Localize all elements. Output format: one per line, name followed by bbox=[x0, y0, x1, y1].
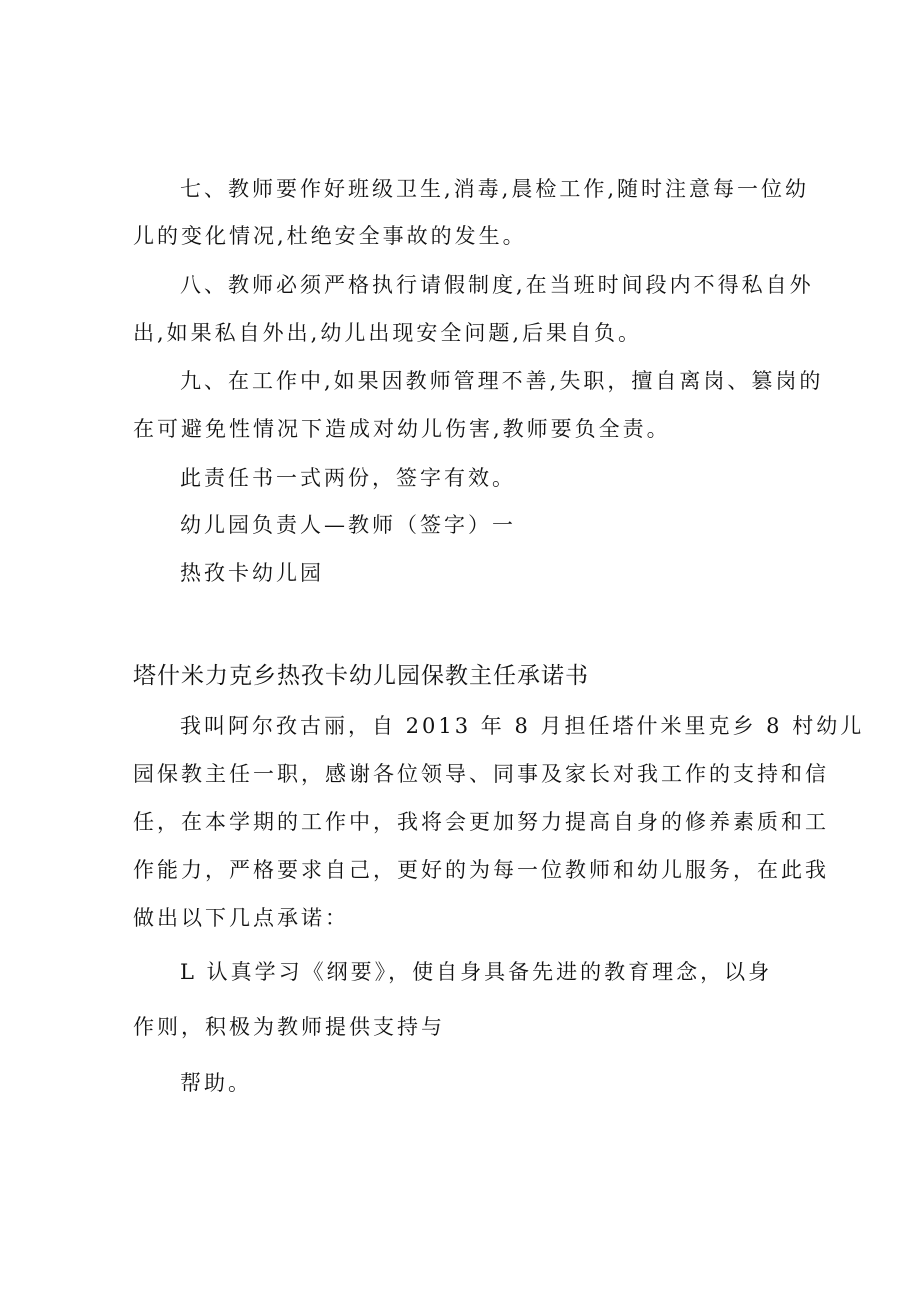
paragraph-9-line-1: 九、在工作中,如果因教师管理不善,失职，擅自离岗、篡岗的 bbox=[180, 369, 824, 393]
intro-line-4: 作能力，严格要求自己，更好的为每一位教师和幼儿服务，在此我 bbox=[133, 858, 829, 882]
intro-line-2: 园保教主任一职，感谢各位领导、同事及家长对我工作的支持和信 bbox=[133, 762, 829, 786]
intro-line-1: 我叫阿尔孜古丽，自 2013 年 8 月担任塔什米里克乡 8 村幼儿 bbox=[180, 714, 865, 738]
copies-statement: 此责任书一式两份，签字有效。 bbox=[180, 466, 516, 490]
signature-line: 幼儿园负责人—教师（签字）一 bbox=[180, 513, 516, 537]
intro-line-5: 做出以下几点承诺： bbox=[133, 906, 349, 930]
kindergarten-name: 热孜卡幼儿园 bbox=[180, 561, 324, 585]
item-1-line-2: 作则，积极为教师提供支持与 bbox=[133, 1015, 445, 1039]
document-title: 塔什米力克乡热孜卡幼儿园保教主任承诺书 bbox=[133, 663, 589, 689]
paragraph-7-line-1: 七、教师要作好班级卫生,消毒,晨检工作,随时注意每一位幼 bbox=[180, 177, 810, 201]
intro-line-3: 任，在本学期的工作中，我将会更加努力提高自身的修养素质和工 bbox=[133, 810, 829, 834]
item-1-line-1: L 认真学习《纲要》，使自身具备先进的教育理念，以身 bbox=[180, 960, 773, 984]
paragraph-9-line-2: 在可避免性情况下造成对幼儿伤害,教师要负全责。 bbox=[133, 417, 671, 441]
paragraph-8-line-2: 出,如果私自外出,幼儿出现安全问题,后果自负。 bbox=[133, 321, 643, 345]
paragraph-7-line-2: 儿的变化情况,杜绝安全事故的发生。 bbox=[133, 224, 527, 248]
paragraph-8-line-1: 八、教师必须严格执行请假制度,在当班时间段内不得私自外 bbox=[180, 273, 814, 297]
item-1-line-3: 帮助。 bbox=[180, 1071, 252, 1095]
